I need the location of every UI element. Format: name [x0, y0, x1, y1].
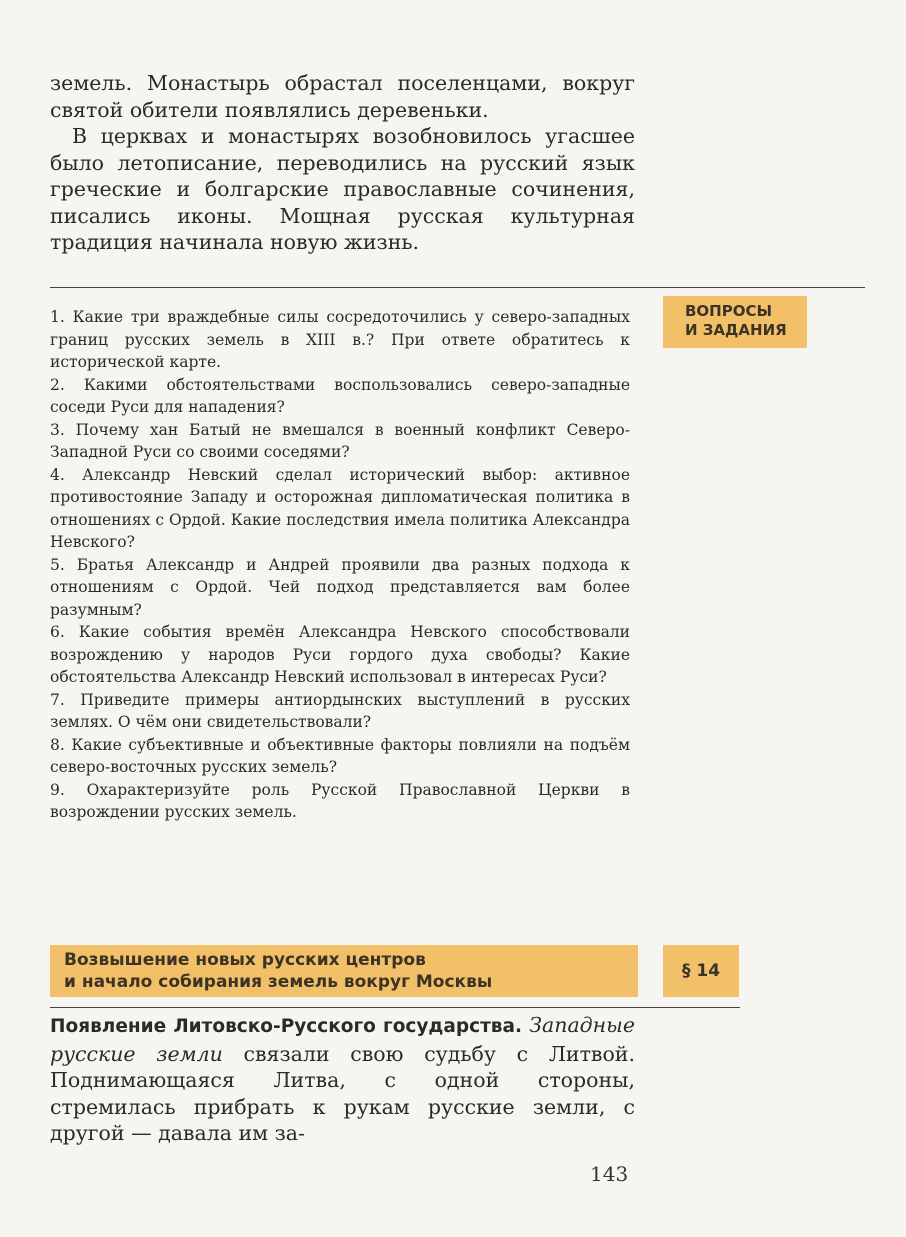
chapter-title-line1: Возвышение новых русских центров	[64, 950, 426, 970]
intro-text	[50, 70, 635, 256]
question-item: 8. Какие субъективные и объективные факторы повлияли на подъём северо-восточных русских земель?	[50, 735, 630, 776]
section-heading: Появление Литовско-Русского государства.	[50, 1016, 523, 1037]
question-item: 4. Александр Невский сделал исторический выбор: активное противостояние Западу и осторожная дипломатическая политика в отношениях с Ордой. Какие последствия имела политика Александра Невского?	[50, 465, 630, 551]
paragraph-number: § 14	[663, 945, 739, 997]
question-item: 1. Какие три враждебные силы сосредоточились у северо-западных границ русских земель в XIII в.? При ответе обратитесь к исторической карте.	[50, 308, 630, 371]
section-italic-term: Западные русские земли	[50, 1013, 635, 1066]
chapter-bottom-rule	[50, 1007, 740, 1008]
questions-list	[50, 306, 630, 824]
page-number: 143	[590, 1162, 629, 1186]
section-body: связали свою судьбу с Литвой. Поднимающаяся Литва, с одной стороны, стремилась прибрать к рукам русские земли, с другой — давала им за-	[50, 1041, 635, 1145]
questions-badge-line1: ВОПРОСЫ	[685, 302, 773, 320]
question-item: 9. Охарактеризуйте роль Русской Православной Церкви в возрождении русских земель.	[50, 780, 630, 821]
section-text	[50, 1012, 635, 1147]
question-item: 3. Почему хан Батый не вмешался в военный конфликт Северо-Западной Руси со своими соседями?	[50, 420, 630, 461]
intro-paragraph-1: земель. Монастырь обрастал поселенцами, вокруг святой обители появлялись деревеньки.	[50, 71, 635, 122]
question-item: 2. Какими обстоятельствами воспользовались северо-западные соседи Руси для нападения?	[50, 375, 630, 416]
questions-badge-line2: И ЗАДАНИЯ	[685, 321, 787, 339]
questions-top-rule	[50, 287, 865, 288]
question-item: 7. Приведите примеры антиордынских выступлений в русских землях. О чём они свидетельствовали?	[50, 690, 630, 731]
question-item: 5. Братья Александр и Андрей проявили два разных подхода к отношениям с Ордой. Чей подход представляется вам более разумным?	[50, 555, 630, 619]
intro-paragraph-2: В церквах и монастырях возобновилось угасшее было летописание, переводились на русский язык греческие и болгарские православные сочинения, писались иконы. Мощная русская культурная традиция начинала новую жизнь.	[50, 124, 635, 254]
questions-badge	[663, 296, 807, 348]
chapter-title-line2: и начало собирания земель вокруг Москвы	[64, 972, 493, 992]
chapter-title	[50, 945, 638, 997]
section-paragraph	[50, 1012, 635, 1147]
question-item: 6. Какие события времён Александра Невского способствовали возрождению у народов Руси гордого духа свободы? Какие обстоятельства Александр Невский использовал в интересах Руси?	[50, 623, 630, 686]
